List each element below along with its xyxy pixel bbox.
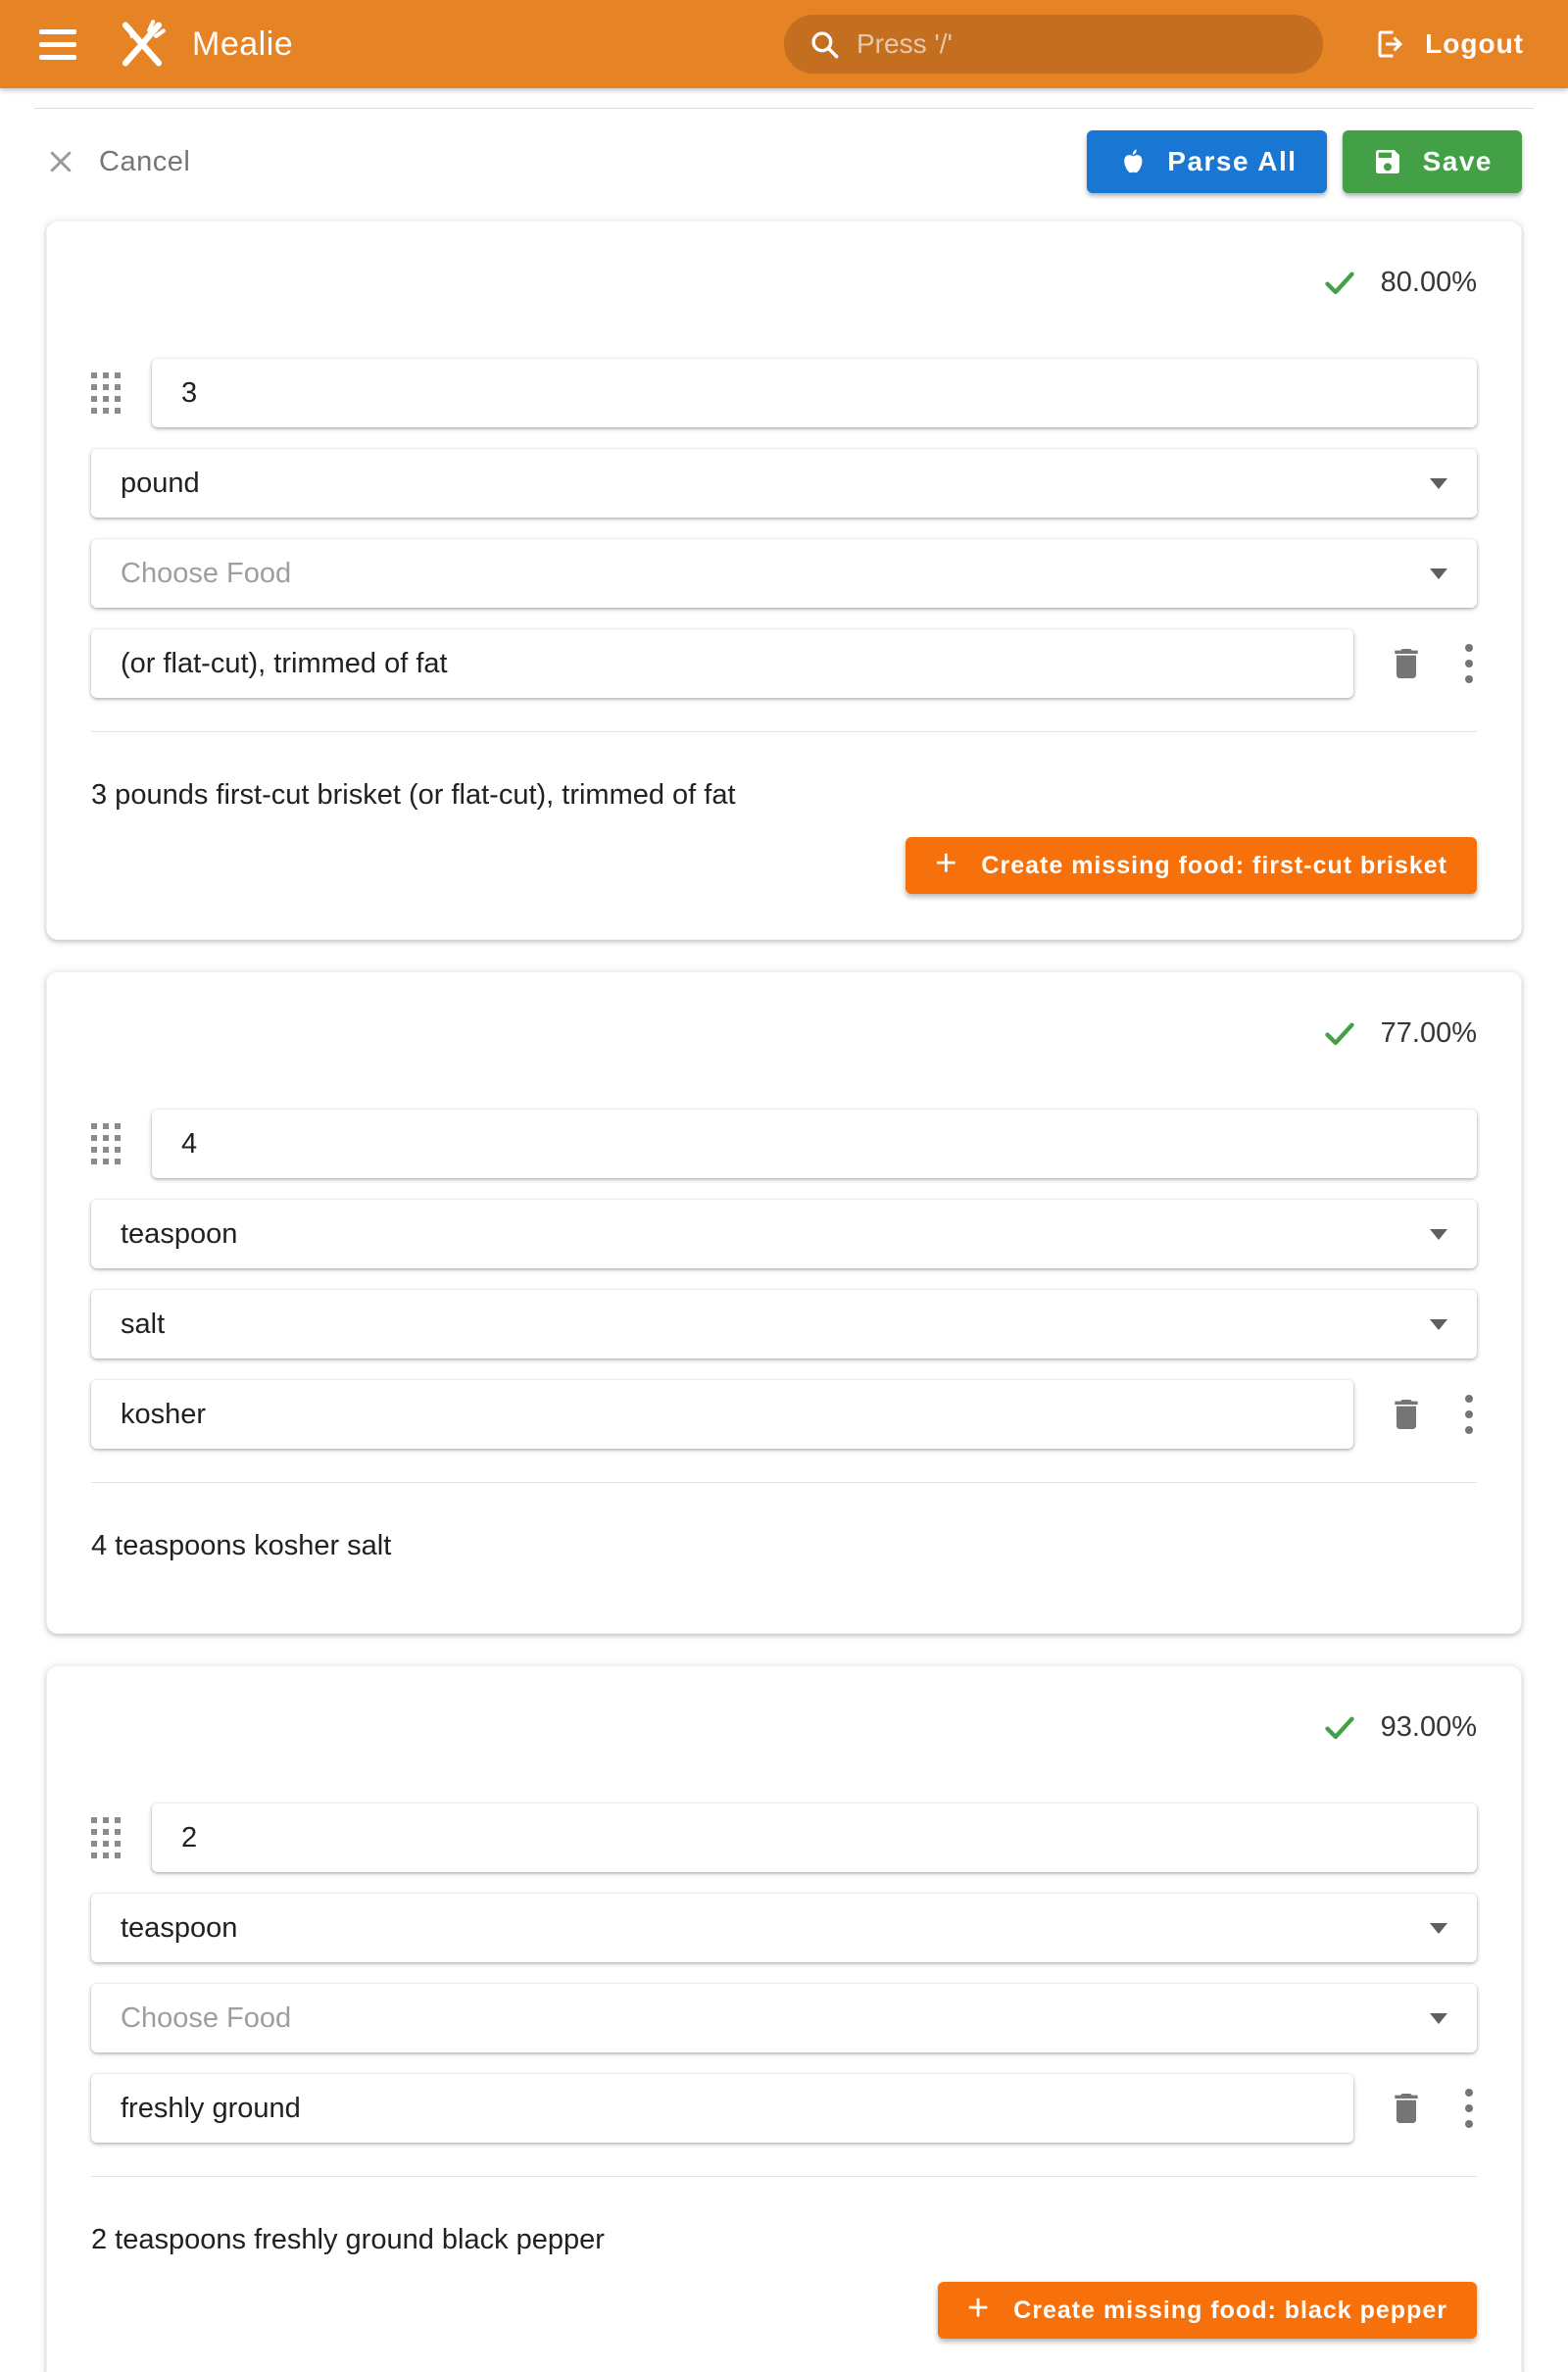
save-button[interactable]	[1343, 130, 1522, 193]
parse-all-label: Parse All	[1167, 146, 1298, 176]
unit-select-value: teaspoon	[121, 1911, 238, 1944]
delete-ingredient-button[interactable]	[1387, 2089, 1426, 2128]
create-row	[91, 2282, 1477, 2339]
confidence-value: 93.00%	[1380, 1710, 1477, 1743]
card-divider	[91, 1482, 1477, 1483]
amount-input[interactable]	[181, 377, 1447, 410]
card-divider	[91, 2176, 1477, 2177]
confidence-row	[91, 1707, 1477, 1747]
amount-fieldbox	[152, 1804, 1477, 1872]
ingredient-card	[46, 221, 1522, 940]
unit-select[interactable]	[91, 449, 1477, 518]
chevron-down-icon	[1430, 2013, 1447, 2024]
unit-select-value: teaspoon	[121, 1217, 238, 1250]
app-title: Mealie	[192, 25, 294, 63]
amount-input[interactable]	[181, 1822, 1447, 1854]
check-icon	[1320, 1013, 1359, 1053]
unit-row	[91, 1894, 1477, 1962]
food-select-value: Choose Food	[121, 557, 292, 589]
fork-knife-logo-icon	[114, 16, 171, 73]
ingredient-card	[46, 971, 1522, 1634]
menu-icon[interactable]	[39, 29, 76, 60]
food-row	[91, 1290, 1477, 1359]
note-input[interactable]	[121, 2093, 1324, 2125]
confidence-value: 80.00%	[1380, 266, 1477, 298]
food-row	[91, 539, 1477, 608]
food-select[interactable]	[91, 1290, 1477, 1359]
create-missing-food-button[interactable]	[938, 2282, 1477, 2339]
kebab-menu-icon[interactable]	[1461, 640, 1477, 687]
note-row	[91, 1380, 1477, 1449]
original-ingredient-text: 2 teaspoons freshly ground black pepper	[91, 2224, 605, 2255]
note-row	[91, 2074, 1477, 2143]
unit-select[interactable]	[91, 1200, 1477, 1268]
close-icon	[46, 147, 75, 176]
original-ingredient-text: 4 teaspoons kosher salt	[91, 1530, 392, 1561]
unit-row	[91, 449, 1477, 518]
food-select-value: Choose Food	[121, 2001, 292, 2034]
cancel-label: Cancel	[99, 145, 191, 177]
amount-fieldbox	[152, 1110, 1477, 1178]
chevron-down-icon	[1430, 478, 1447, 489]
confidence-row	[91, 1013, 1477, 1053]
food-select[interactable]	[91, 1984, 1477, 2052]
amount-fieldbox	[152, 359, 1477, 427]
amount-input[interactable]	[181, 1128, 1447, 1161]
drag-handle-icon[interactable]	[91, 372, 124, 414]
chevron-down-icon	[1430, 1229, 1447, 1240]
check-icon	[1320, 263, 1359, 302]
kebab-menu-icon[interactable]	[1461, 1391, 1477, 1438]
logout-label: Logout	[1425, 28, 1524, 59]
create-missing-food-label: Create missing food: first-cut brisket	[981, 851, 1447, 879]
kebab-menu-icon[interactable]	[1461, 2085, 1477, 2132]
amount-row	[91, 359, 1477, 427]
chevron-down-icon	[1430, 568, 1447, 579]
card-divider	[91, 731, 1477, 732]
editor-toolbar	[46, 130, 1522, 193]
note-fieldbox	[91, 2074, 1353, 2143]
food-select[interactable]	[91, 539, 1477, 608]
confidence-row	[91, 263, 1477, 302]
search-icon	[808, 27, 841, 61]
chevron-down-icon	[1430, 1923, 1447, 1934]
unit-select[interactable]	[91, 1894, 1477, 1962]
create-missing-food-label: Create missing food: black pepper	[1013, 2296, 1447, 2324]
create-row	[91, 837, 1477, 894]
cancel-button[interactable]	[46, 146, 190, 178]
chevron-down-icon	[1430, 1319, 1447, 1330]
note-fieldbox	[91, 1380, 1353, 1449]
amount-row	[91, 1110, 1477, 1178]
logout-button[interactable]	[1374, 26, 1524, 62]
plus-icon: +	[966, 2288, 991, 2329]
logout-icon	[1374, 26, 1409, 62]
note-row	[91, 629, 1477, 698]
plus-icon: +	[935, 843, 958, 884]
cards	[46, 221, 1522, 2372]
save-label: Save	[1422, 146, 1493, 176]
delete-ingredient-button[interactable]	[1387, 1395, 1426, 1434]
floppy-disk-icon	[1372, 146, 1403, 177]
note-input[interactable]	[121, 1399, 1324, 1431]
unit-select-value: pound	[121, 467, 200, 499]
apple-icon	[1116, 146, 1148, 177]
ingredient-card	[46, 1665, 1522, 2372]
confidence-value: 77.00%	[1380, 1016, 1477, 1049]
search-input[interactable]	[784, 15, 1323, 74]
search-placeholder: Press '/'	[857, 28, 953, 59]
delete-ingredient-button[interactable]	[1387, 644, 1426, 683]
header-divider	[34, 108, 1534, 109]
amount-row	[91, 1804, 1477, 1872]
unit-row	[91, 1200, 1477, 1268]
app-header	[0, 0, 1568, 88]
parse-all-button[interactable]	[1087, 130, 1326, 193]
food-select-value: salt	[121, 1308, 166, 1340]
food-row	[91, 1984, 1477, 2052]
drag-handle-icon[interactable]	[91, 1817, 124, 1858]
check-icon	[1320, 1707, 1359, 1747]
note-fieldbox	[91, 629, 1353, 698]
note-input[interactable]	[121, 648, 1324, 680]
create-missing-food-button[interactable]	[906, 837, 1477, 894]
drag-handle-icon[interactable]	[91, 1123, 124, 1164]
original-ingredient-text: 3 pounds first-cut brisket (or flat-cut), trimmed of fat	[91, 779, 736, 811]
